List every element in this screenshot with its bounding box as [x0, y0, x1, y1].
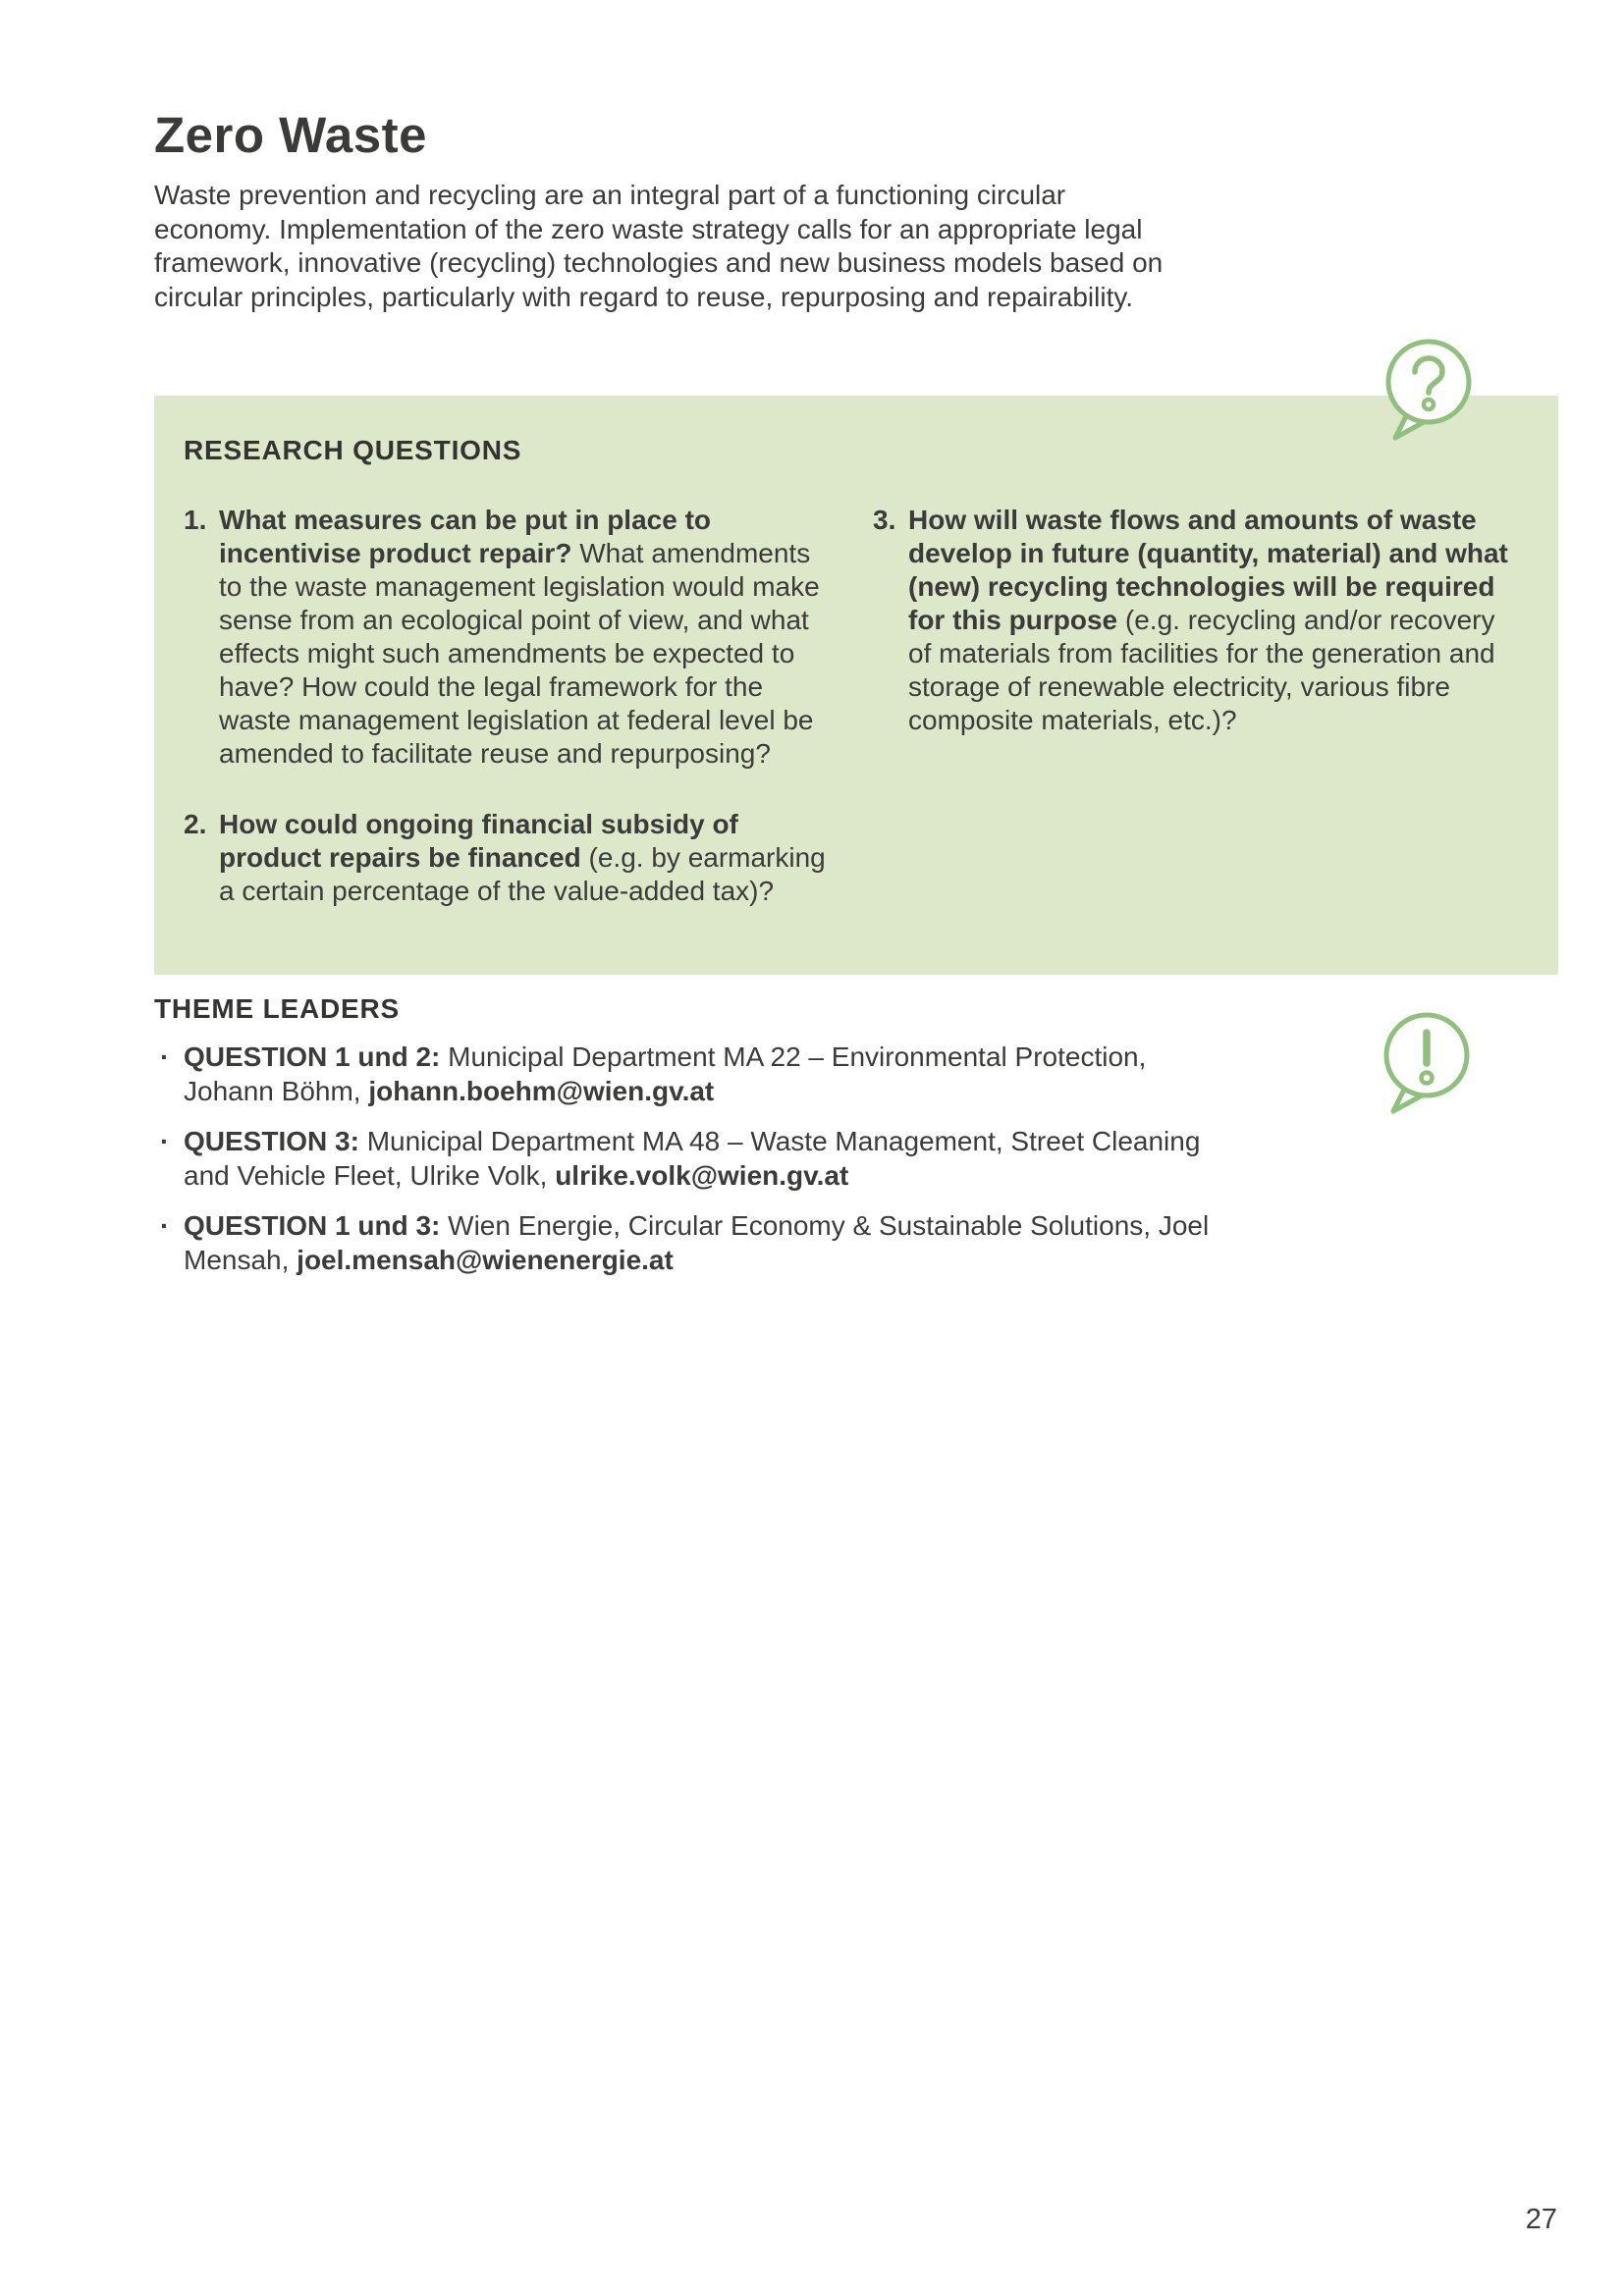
- page-number: 27: [1525, 2204, 1557, 2235]
- theme-leader-body: Municipal Department MA 48 – Waste Management, Street Cleaning and Vehicle Fleet, Ulrike Volk,: [184, 1126, 1201, 1191]
- research-questions-heading: RESEARCH QUESTIONS: [184, 435, 522, 465]
- page-title: Zero Waste: [154, 107, 428, 163]
- theme-leader-prefix: QUESTION 1 und 3:: [184, 1210, 441, 1241]
- question-regular-text: What amendments to the waste management legislation would make sense from an ecological point of view, and what effects might such amendments be expected to have? How could the legal framework for the waste management legislation at federal level be amended to facilitate reuse and repurposing?: [219, 538, 820, 769]
- question-regular-text: (e.g. by earmarking a certain percentage of the value-added tax)?: [219, 842, 826, 906]
- intro-paragraph: Waste prevention and recycling are an integral part of a functioning circular economy. Implementation of the zero waste strategy calls for an appropriate legal framework, innovative (recycling) technologies and new business models based on circular principles, particularly with regard to reuse, repurposing and repairability.: [154, 180, 1164, 312]
- question-number: 2.: [184, 809, 207, 839]
- theme-leader-email: joel.mensah@wienenergie.at: [297, 1244, 674, 1275]
- question-text: [219, 504, 832, 771]
- question-bold-text: What measures can be put in place to incentivise product repair?: [219, 505, 712, 568]
- question-text: [219, 808, 832, 908]
- research-question-2: [184, 808, 832, 908]
- theme-leader-item-2: [154, 1125, 1210, 1193]
- exclamation-bubble-icon: [1375, 1009, 1477, 1117]
- question-regular-text: (e.g. recycling and/or recovery of materials from facilities for the generation and storage of renewable electricity, various fibre composite materials, etc.)?: [908, 605, 1495, 735]
- bullet-dot: ·: [160, 1210, 170, 1241]
- theme-leader-prefix: QUESTION 1 und 2:: [184, 1041, 441, 1072]
- question-number: 1.: [184, 505, 207, 535]
- research-questions-panel: [154, 396, 1558, 975]
- theme-leaders-list: [154, 1041, 1210, 1294]
- research-question-3: [873, 504, 1521, 737]
- bullet-dot: ·: [160, 1041, 170, 1072]
- theme-leader-item-1: [154, 1041, 1210, 1108]
- question-text: [908, 504, 1521, 737]
- bullet-dot: ·: [160, 1126, 170, 1156]
- theme-leaders-heading: THEME LEADERS: [154, 993, 400, 1024]
- research-questions-left-column: [184, 504, 832, 945]
- theme-leader-prefix: QUESTION 3:: [184, 1126, 359, 1156]
- question-number: 3.: [873, 505, 896, 535]
- question-bubble-icon: [1377, 336, 1479, 444]
- theme-leader-item-3: [154, 1209, 1210, 1277]
- research-question-1: [184, 504, 832, 771]
- question-bold-text: How could ongoing financial subsidy of product repairs be financed: [219, 809, 738, 873]
- research-questions-columns: [184, 504, 1521, 945]
- theme-leader-email: ulrike.volk@wien.gv.at: [555, 1159, 849, 1191]
- question-bold-text: How will waste flows and amounts of waste develop in future (quantity, material) and what (new) recycling technologies will be required for this purpose: [908, 505, 1508, 635]
- theme-leader-body: Wien Energie, Circular Economy & Sustainable Solutions, Joel Mensah,: [184, 1210, 1210, 1275]
- theme-leader-body: Municipal Department MA 22 – Environmental Protection, Johann Böhm,: [184, 1041, 1147, 1106]
- theme-leader-email: johann.boehm@wien.gv.at: [368, 1075, 715, 1106]
- research-questions-right-column: [873, 504, 1521, 945]
